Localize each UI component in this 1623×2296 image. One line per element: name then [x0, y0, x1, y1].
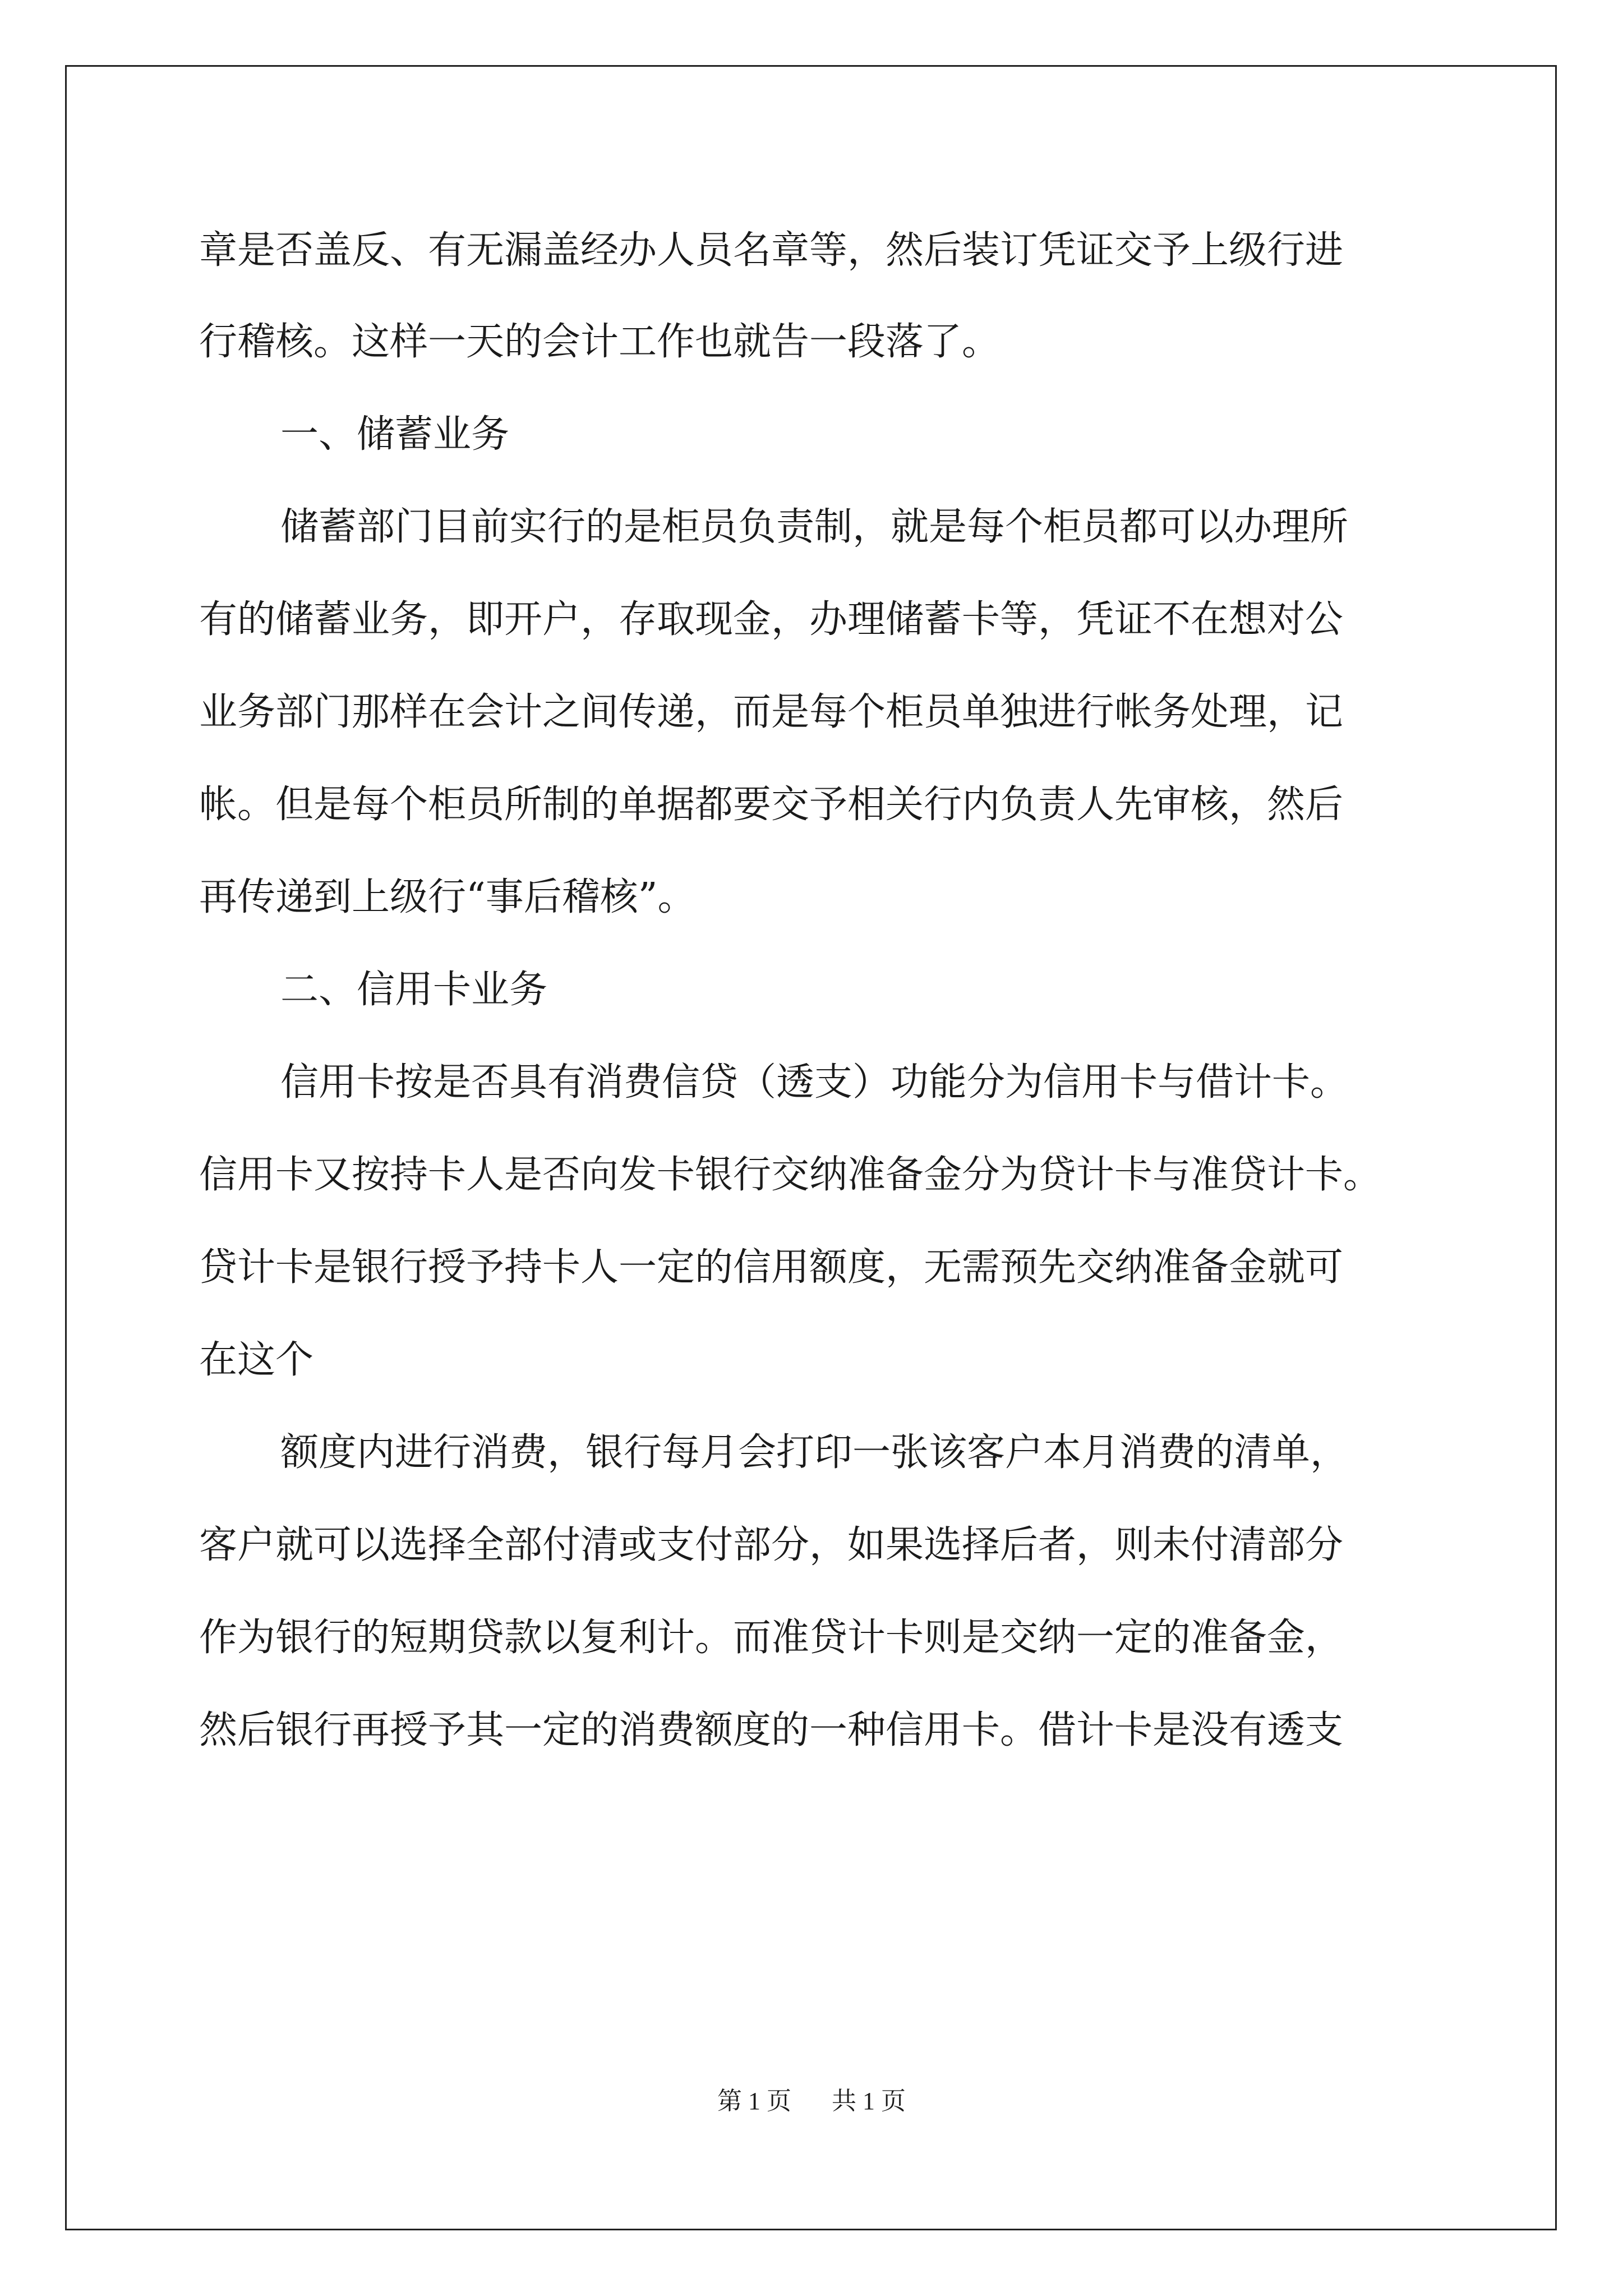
- paragraph-first-line: 额度内进行消费，银行每月会打印一张该客户本月消费的清单，: [280, 1430, 1349, 1475]
- section-heading: 二、信用卡业务: [280, 968, 548, 1012]
- paragraph-first-line: 信用卡按是否具有消费信贷（透支）功能分为信用卡与借计卡。: [280, 1060, 1349, 1105]
- text-line: 业务部门那样在会计之间传递，而是每个柜员单独进行帐务处理，记: [199, 690, 1344, 734]
- section-heading: 一、储蓄业务: [280, 412, 510, 457]
- page-number-current: 第 1 页: [717, 2087, 791, 2115]
- text-line: 章是否盖反、有无漏盖经办人员名章等，然后装订凭证交予上级行进: [199, 228, 1344, 273]
- text-line: 信用卡又按持卡人是否向发卡银行交纳准备金分为贷计卡与准贷计卡。: [199, 1153, 1382, 1197]
- page-number-total: 共 1 页: [832, 2087, 906, 2115]
- text-line: 行稽核。这样一天的会计工作也就告一段落了。: [199, 320, 1000, 364]
- page-footer: [0, 2085, 1623, 2118]
- text-line: 客户就可以选择全部付清或支付部分，如果选择后者，则未付清部分: [199, 1523, 1344, 1567]
- page-border: [65, 65, 1557, 2230]
- text-line: 作为银行的短期贷款以复利计。而准贷计卡则是交纳一定的准备金，: [199, 1616, 1344, 1660]
- text-line: 然后银行再授予其一定的消费额度的一种信用卡。借计卡是没有透支: [199, 1708, 1344, 1752]
- paragraph-first-line: 储蓄部门目前实行的是柜员负责制，就是每个柜员都可以办理所: [280, 505, 1349, 549]
- text-line: 再传递到上级行“事后稽核”。: [199, 875, 696, 919]
- text-line: 帐。但是每个柜员所制的单据都要交予相关行内负责人先审核，然后: [199, 783, 1344, 827]
- text-line: 有的储蓄业务，即开户，存取现金，办理储蓄卡等，凭证不在想对公: [199, 597, 1344, 642]
- text-line: 贷计卡是银行授予持卡人一定的信用额度，无需预先交纳准备金就可: [199, 1245, 1344, 1290]
- text-line: 在这个: [199, 1338, 314, 1382]
